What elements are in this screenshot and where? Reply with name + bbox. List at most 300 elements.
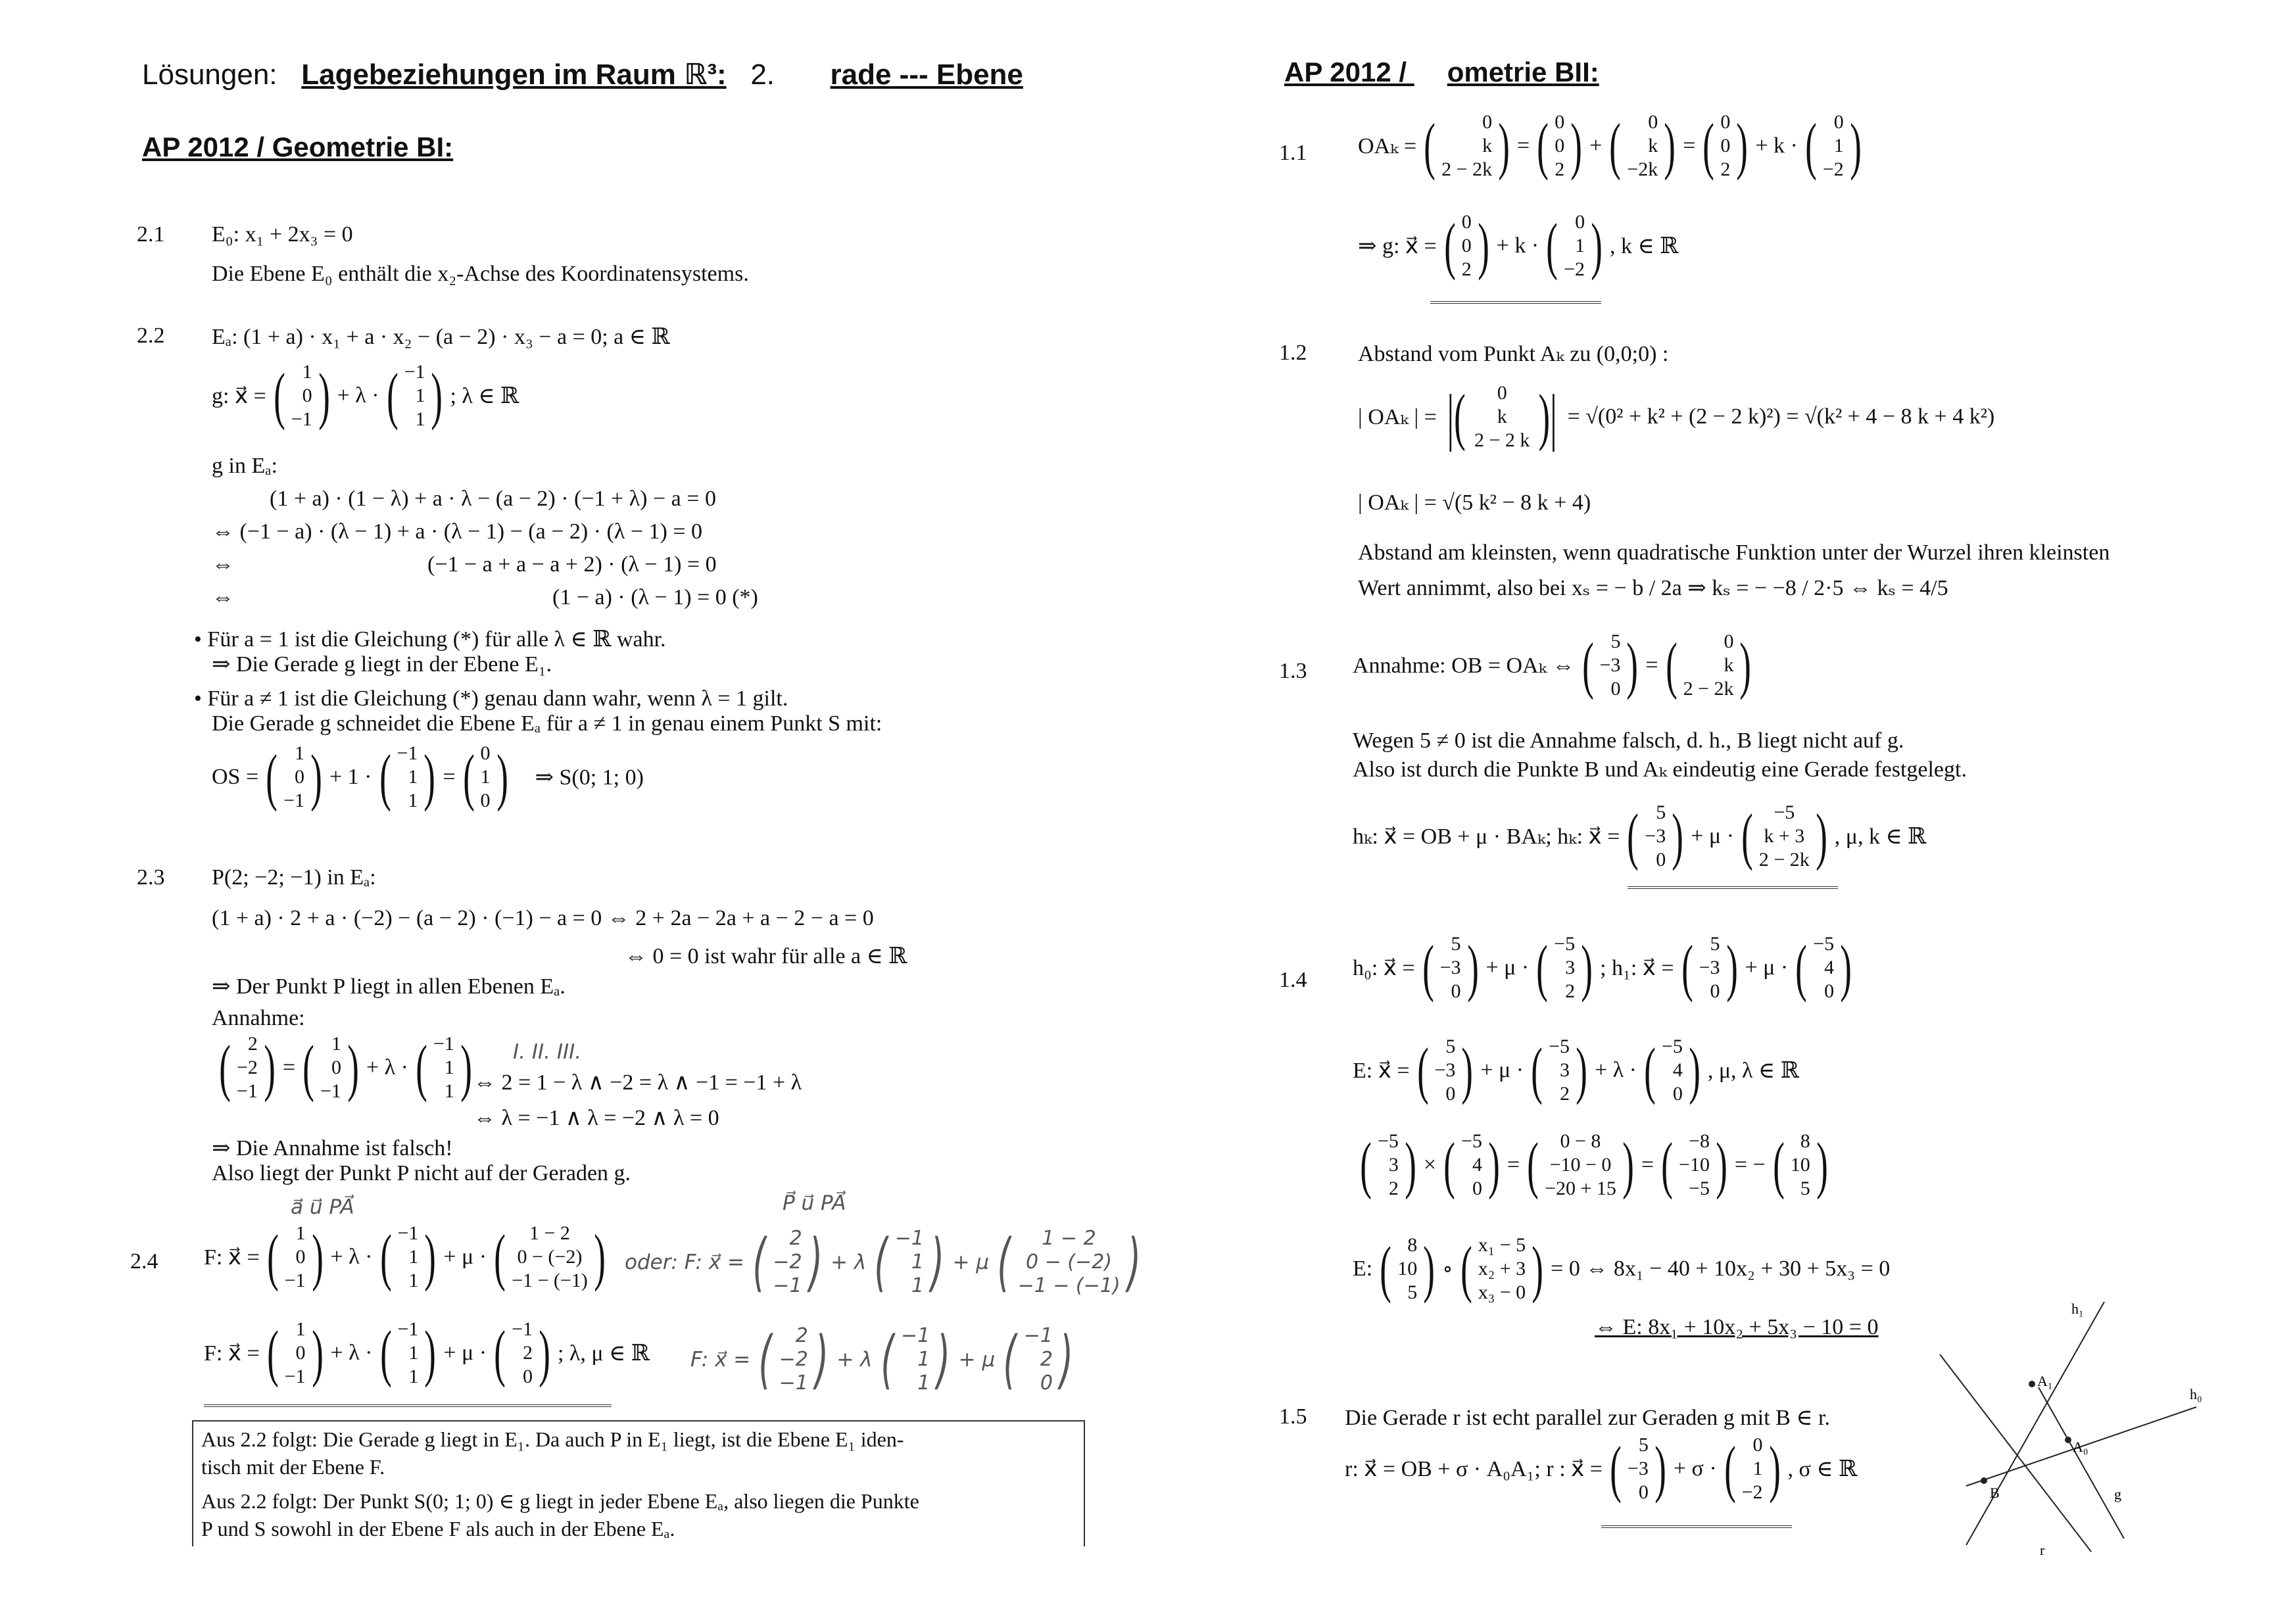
eq-sign: = xyxy=(1641,1153,1654,1177)
vec-cell: 0 xyxy=(1482,111,1493,133)
h0-prefix: h₀: x⃗ = xyxy=(1353,956,1415,980)
vec-cell: −2 xyxy=(1822,158,1844,180)
vec-cell: 1 xyxy=(444,1080,454,1102)
vector: ( 0 0 2 ) xyxy=(1443,210,1489,281)
vec-cell: −1 xyxy=(894,1227,924,1250)
point-a1 xyxy=(2029,1381,2035,1387)
final-equation xyxy=(1595,1315,1878,1340)
line-plane-e xyxy=(1353,1035,1799,1106)
vec-cell: 0 xyxy=(1648,111,1658,133)
section-title-right xyxy=(1284,57,1599,88)
text-line: Also ist durch die Punkte B und Aₖ eindeutig eine Gerade festgelegt. xyxy=(1353,757,1967,782)
vec-cell: −5 xyxy=(1461,1130,1482,1152)
vector: ( 2 −2 −1 ) xyxy=(219,1032,276,1103)
line-normal xyxy=(1353,1233,1890,1304)
equation: (1 + a) · (1 − λ) + a · λ − (a − 2) · (−1 + λ) − a = 0 xyxy=(270,487,716,511)
f2-prefix: F: x⃗ = xyxy=(204,1341,260,1366)
vec-cell: 2 xyxy=(1720,158,1731,180)
vec-cell: −1 xyxy=(404,361,425,383)
vector: ( 0 0 2 ) xyxy=(1702,110,1749,181)
vec-cell: −5 xyxy=(1813,933,1835,955)
label-b: B xyxy=(1990,1485,2000,1501)
vec-cell: x₁ − 5 xyxy=(1478,1234,1526,1256)
vec-cell: −5 xyxy=(1549,1036,1570,1057)
vec-cell: 2 − 2k xyxy=(1683,678,1734,700)
vector: ( 5 −3 0 ) xyxy=(1422,932,1479,1003)
hand-oder: oder: F: x⃗ = xyxy=(625,1251,744,1274)
dot-sign: ∘ xyxy=(1442,1257,1453,1281)
line-r-sketch xyxy=(1966,1302,2104,1545)
g-suffix: , k ∈ ℝ xyxy=(1610,234,1679,258)
vec-cell: −2 xyxy=(779,1348,808,1371)
mu-sign: + μ xyxy=(958,1348,996,1372)
line-h0-h1 xyxy=(1353,932,1859,1003)
task-number: 2.1 xyxy=(137,222,165,247)
vector: ( −5 3 2 ) xyxy=(1536,932,1593,1003)
vec-cell: −1 − (−1) xyxy=(1017,1274,1121,1297)
header-subtitle: rade --- Ebene xyxy=(830,59,1023,91)
vec-cell: 1 xyxy=(408,766,418,788)
task-number: 2.3 xyxy=(137,865,165,890)
mid-sign: + σ · xyxy=(1673,1456,1717,1481)
equation: ⇔ λ = −1 ∧ λ = −2 ∧ λ = 0 xyxy=(473,1106,719,1130)
text-line: Also liegt der Punkt P nicht auf der Geraden g. xyxy=(212,1161,631,1185)
vector: ( 8 10 5 ) xyxy=(1380,1233,1435,1304)
text-line: ⇒ Die Annahme ist falsch! xyxy=(212,1136,453,1160)
vec-cell: −1 xyxy=(283,790,305,811)
final-text: ⇔ E: 8x₁ + 10x₂ + 5x₃ − 10 = 0 xyxy=(1595,1315,1879,1339)
header-part: 2. xyxy=(750,59,775,91)
equation: (1 + a) · 2 + a · (−2) − (a − 2) · (−1) − a = 0 ⇔ 2 + 2a − 2a + a − 2 − a = 0 xyxy=(212,906,874,930)
vec-cell: −1 xyxy=(236,1080,258,1102)
title-part: ometrie BII: xyxy=(1447,57,1599,87)
point-a0 xyxy=(2065,1437,2071,1443)
vec-cell: 0 xyxy=(1575,211,1585,233)
mid-sign: + μ · xyxy=(443,1245,487,1269)
vec-cell: 0 xyxy=(1710,980,1720,1002)
vector: ( 5 −3 0 ) xyxy=(1681,932,1738,1003)
vec-cell: 1 xyxy=(480,766,491,788)
vec-cell: −5 xyxy=(1377,1130,1399,1152)
vector: ( 5 −3 0 ) xyxy=(1416,1035,1474,1105)
os-prefix: OS = xyxy=(212,765,259,789)
vector: ( −1 1 1 ) xyxy=(379,1222,437,1292)
vec-cell: 0 xyxy=(1461,235,1472,256)
vector: ( 0 1 0 ) xyxy=(462,742,508,812)
vec-cell: 0 xyxy=(480,742,491,764)
eq-sign: = xyxy=(1645,653,1658,677)
bullet-line: • Für a = 1 ist die Gleichung (*) für alle λ ∈ ℝ wahr. xyxy=(194,627,666,652)
os-mid: + 1 · xyxy=(329,765,372,789)
vec-cell: −1 xyxy=(284,1270,306,1291)
vec-cell: 0 xyxy=(1610,678,1621,700)
vector: ( 0 k 2 − 2k ) xyxy=(1665,630,1752,700)
eq-sign: = xyxy=(1517,133,1530,158)
vec-cell: x₂ + 3 xyxy=(1478,1258,1526,1279)
mu-sign: + μ xyxy=(952,1251,989,1274)
line-h1 xyxy=(1940,1354,2091,1552)
vec-cell: 2 xyxy=(247,1033,258,1055)
vec-cell: 10 xyxy=(1790,1154,1810,1176)
vec-cell: 0 xyxy=(1497,382,1507,404)
vec-cell: 1 xyxy=(408,1246,419,1268)
label-r: r xyxy=(2040,1542,2045,1558)
label-a0: A₀ xyxy=(2073,1439,2088,1455)
vec-cell: 1 − 2 xyxy=(1042,1227,1096,1250)
header-prefix: Lösungen: xyxy=(142,59,278,91)
r-suffix: , σ ∈ ℝ xyxy=(1787,1457,1858,1481)
vec-cell: −5 xyxy=(1554,933,1576,955)
vec-cell: 0 xyxy=(1555,111,1565,133)
line-g xyxy=(212,360,519,431)
equation: | OAₖ | = √(5 k² − 8 k + 4) xyxy=(1358,490,1591,515)
eq-sign: = xyxy=(1507,1153,1520,1177)
line-r xyxy=(1345,1433,1857,1504)
hand-top-labels: P⃗ u⃗ PA⃗ xyxy=(783,1191,846,1215)
line-annahme xyxy=(212,1032,479,1103)
os-eq: = xyxy=(443,765,456,789)
vec-cell: 0 xyxy=(295,766,305,788)
vector: ( 2 −2 −1 ) xyxy=(758,1323,829,1397)
vec-cell: 0 xyxy=(1656,849,1666,871)
vec-cell: 1 xyxy=(295,1222,306,1244)
remark-line: tisch mit der Ebene F. xyxy=(201,1455,385,1479)
bullet-line: • Für a ≠ 1 ist die Gleichung (*) genau dann wahr, wenn λ = 1 gilt. xyxy=(194,686,788,711)
vec-cell: −1 xyxy=(512,1318,533,1340)
hk-prefix: hₖ: x⃗ = OB + μ · BAₖ; hₖ: x⃗ = xyxy=(1353,824,1620,849)
vec-cell: 2 − 2 k xyxy=(1474,429,1530,451)
remark-box xyxy=(192,1420,1085,1546)
vec-cell: 8 xyxy=(1800,1130,1810,1152)
text-line: Abstand am kleinsten, wenn quadratische Funktion unter der Wurzel ihren kleinsten xyxy=(1358,540,2110,565)
eq-sign: = xyxy=(1683,133,1696,158)
vector: ( 1 − 2 0 − (−2) −1 − (−1) ) xyxy=(997,1226,1141,1299)
vec-cell: 0 xyxy=(295,1342,306,1364)
text-line: Abstand vom Punkt Aₖ zu (0,0;0) : xyxy=(1358,342,1669,366)
bullet-text: Für a ≠ 1 ist die Gleichung (*) genau dann wahr, wenn λ = 1 gilt. xyxy=(207,686,788,711)
vec-cell: 0 xyxy=(1752,1434,1763,1456)
f2-suffix: ; λ, μ ∈ ℝ xyxy=(557,1341,650,1366)
eq-sign: = xyxy=(282,1055,296,1080)
line-f2 xyxy=(204,1318,650,1389)
vec-cell: 0 xyxy=(1461,211,1472,233)
vec-cell: −3 xyxy=(1439,957,1461,978)
vec-cell: −3 xyxy=(1599,654,1621,676)
vector: ( −5 3 2 ) xyxy=(1360,1130,1416,1200)
e-prefix: E: x⃗ = xyxy=(1353,1059,1410,1083)
line-sketch xyxy=(1927,1289,2216,1565)
mid-sign: + μ · xyxy=(1691,824,1734,848)
point-b xyxy=(1981,1477,1987,1484)
vec-cell: k xyxy=(1497,406,1507,427)
double-underline xyxy=(204,1404,612,1407)
vec-cell: 2 xyxy=(522,1342,533,1364)
vec-cell: 2 xyxy=(1560,1083,1570,1105)
vec-cell: k xyxy=(1724,654,1734,676)
mid-sign: + λ · xyxy=(330,1245,373,1269)
vector: ( 0 1 −2 ) xyxy=(1546,210,1603,281)
vec-cell: 3 xyxy=(1560,1059,1570,1081)
os-result: ⇒ S(0; 1; 0) xyxy=(535,765,644,790)
vector: ( 1 0 −1 ) xyxy=(266,1318,324,1388)
vec-cell: 5 xyxy=(1451,933,1461,955)
text-line: Eₐ: (1 + a) · x₁ + a · x₂ − (a − 2) · x₃ − a = 0; a ∈ ℝ xyxy=(212,325,670,349)
times-sign: × xyxy=(1423,1153,1437,1177)
vec-cell: 2 xyxy=(1040,1348,1053,1371)
vec-cell: 0 xyxy=(1824,980,1835,1002)
equation: (1 − a) · (λ − 1) = 0 (*) xyxy=(552,585,758,609)
vec-cell: −1 xyxy=(433,1033,454,1055)
double-underline xyxy=(1601,1525,1792,1528)
task-number: 1.3 xyxy=(1279,659,1307,683)
h1-prefix: ; h₁: x⃗ = xyxy=(1600,956,1674,980)
vec-cell: −2 xyxy=(236,1057,258,1078)
vec-cell: 0 xyxy=(1445,1083,1456,1105)
vec-cell: −2 xyxy=(773,1251,802,1274)
vec-cell: 0 − (−2) xyxy=(1026,1251,1112,1274)
vector: ( 0 k 2 − 2k ) xyxy=(1424,110,1510,181)
vec-cell: 3 xyxy=(1388,1154,1399,1176)
lambda-sign: + λ · xyxy=(1594,1058,1637,1082)
vec-cell: −1 xyxy=(397,1318,419,1340)
line-hand-oder xyxy=(625,1227,1149,1298)
vec-cell: 5 xyxy=(1710,933,1720,955)
eq-minus-sign: = − xyxy=(1734,1153,1766,1177)
vector: ( x₁ − 5 x₂ + 3 x₃ − 0 ) xyxy=(1460,1233,1543,1304)
vec-cell: −1 xyxy=(900,1324,930,1347)
vec-cell: 0 xyxy=(1720,111,1731,133)
label-g: g xyxy=(2114,1486,2121,1502)
line-hand-f2 xyxy=(690,1324,1081,1395)
line-hk xyxy=(1353,801,1926,872)
vector: ( −1 1 1 ) xyxy=(880,1323,951,1397)
line-os xyxy=(212,742,644,813)
vec-cell: k + 3 xyxy=(1764,825,1805,847)
vec-cell: 1 xyxy=(331,1033,341,1055)
task-number: 1.5 xyxy=(1279,1404,1307,1429)
line-g-sketch xyxy=(2039,1387,2124,1539)
vec-cell: 0 xyxy=(522,1366,533,1387)
section-title: AP 2012 / Geometrie BI: xyxy=(142,131,454,162)
page-header xyxy=(142,58,1023,91)
vec-cell: 2 xyxy=(1565,980,1576,1002)
vector: ( 5 −3 0 ) xyxy=(1610,1433,1666,1504)
vec-cell: 2 − 2k xyxy=(1441,158,1493,180)
vec-cell: 1 xyxy=(302,361,312,383)
bullet-text: Für a = 1 ist die Gleichung (*) für alle λ ∈ ℝ wahr. xyxy=(207,627,666,652)
vec-cell: 8 xyxy=(1407,1234,1418,1256)
vector: ( 1 0 −1 ) xyxy=(266,742,322,812)
vector: ( −1 1 1 ) xyxy=(379,742,436,812)
vec-cell: −5 xyxy=(1661,1036,1683,1057)
vec-cell: 1 xyxy=(917,1348,930,1371)
vec-cell: −2 xyxy=(1741,1481,1763,1503)
remark-line: P und S sowohl in der Ebene F als auch in der Ebene Eₐ. xyxy=(201,1517,675,1540)
vec-cell: −2 xyxy=(1564,258,1585,280)
vec-cell: 0 xyxy=(1672,1083,1683,1105)
vec-cell: k xyxy=(1648,135,1658,156)
vec-cell: −5 xyxy=(1774,801,1795,823)
vec-cell: −3 xyxy=(1627,1458,1649,1479)
vec-cell: −3 xyxy=(1699,957,1720,978)
vec-cell: 4 xyxy=(1672,1059,1683,1081)
mu-sign: + μ · xyxy=(1745,955,1789,980)
mid-sign: + μ · xyxy=(443,1341,487,1365)
vec-cell: 1 xyxy=(911,1274,924,1297)
vector: ( 0 k −2k ) xyxy=(1609,110,1676,181)
vec-cell: 0 xyxy=(1040,1372,1053,1395)
vec-cell: 2 xyxy=(1461,258,1472,280)
vec-cell: −1 xyxy=(779,1372,808,1395)
vec-cell: 0 xyxy=(1638,1481,1649,1503)
text-line: Annahme: xyxy=(212,1006,305,1030)
hand-prefix: F: x⃗ = xyxy=(690,1348,751,1372)
vector: ( 1 0 −1 ) xyxy=(266,1222,324,1292)
vector: ( 2 −2 −1 ) xyxy=(752,1226,823,1299)
vec-cell: 1 xyxy=(444,1057,454,1078)
vec-cell: −10 − 0 xyxy=(1549,1154,1612,1176)
vector: ( −1 1 1 ) xyxy=(386,360,443,431)
lambda-sign: + λ xyxy=(831,1251,867,1274)
vec-cell: −1 − (−1) xyxy=(512,1270,588,1291)
g-suffix: ; λ ∈ ℝ xyxy=(450,384,519,408)
line-norm xyxy=(1358,381,1994,452)
plus-sign: + xyxy=(1589,133,1603,158)
vec-cell: 0 − (−2) xyxy=(517,1246,583,1268)
norm-rhs: = √(0² + k² + (2 − 2 k)²) = √(k² + 4 − 8 k + 4 k²) xyxy=(1567,404,1995,429)
vector: ( −5 4 0 ) xyxy=(1443,1130,1500,1200)
text-line: ⇒ Der Punkt P liegt in allen Ebenen Eₐ. xyxy=(212,974,566,999)
equiv-sign: ⇔ xyxy=(212,552,234,577)
vec-cell: −5 xyxy=(1689,1178,1710,1199)
norm-lhs: | OAₖ | = xyxy=(1358,405,1437,429)
plus-k: + k · xyxy=(1496,233,1539,258)
equation: ⇔ (−1 − a) · (λ − 1) + a · (λ − 1) − (a − 2) · (λ − 1) = 0 xyxy=(212,519,702,544)
vec-cell: −1 xyxy=(397,1222,419,1244)
vector: ( −1 1 1 ) xyxy=(416,1032,472,1103)
vec-cell: 1 xyxy=(1752,1458,1763,1479)
vector: ( 8 10 5 ) xyxy=(1772,1130,1828,1200)
vec-cell: 5 xyxy=(1445,1036,1456,1057)
lhs: OAₖ = xyxy=(1358,134,1417,158)
vec-cell: 1 xyxy=(408,790,418,811)
vec-cell: 5 xyxy=(1656,801,1666,823)
vector: ( −1 2 0 ) xyxy=(494,1318,550,1388)
plus-k: + k · xyxy=(1755,133,1798,158)
vector: ( 0 0 2 ) xyxy=(1537,110,1582,181)
line-annahme-right xyxy=(1353,630,1758,701)
equation: ⇔ 2 = 1 − λ ∧ −2 = λ ∧ −1 = −1 + λ xyxy=(473,1070,802,1095)
roman-numerals: I. II. III. xyxy=(513,1040,582,1064)
vec-cell: 1 xyxy=(295,1318,306,1340)
task-number: 1.2 xyxy=(1279,341,1307,365)
lambda-sign: + λ xyxy=(836,1348,873,1372)
text-line: E₀: x₁ + 2x₃ = 0 xyxy=(212,222,353,247)
vec-cell: 2 xyxy=(795,1324,808,1347)
vec-cell: 0 xyxy=(480,790,491,811)
vec-cell: −1 xyxy=(1023,1324,1053,1347)
vector: ( −5 4 0 ) xyxy=(1644,1035,1701,1105)
text-line: Die Gerade r ist echt parallel zur Geraden g mit B ∈ r. xyxy=(1345,1406,1830,1430)
e-suffix: , μ, λ ∈ ℝ xyxy=(1707,1059,1799,1083)
text-line: Die Gerade g schneidet die Ebene Eₐ für a ≠ 1 in genau einem Punkt S mit: xyxy=(212,711,882,736)
vec-cell: 4 xyxy=(1824,957,1835,978)
line-oak xyxy=(1358,110,1869,181)
n-rhs: = 0 ⇔ 8x₁ − 40 + 10x₂ + 30 + 5x₃ = 0 xyxy=(1551,1256,1891,1281)
label-h1: h₁ xyxy=(2071,1301,2084,1317)
vec-cell: 1 xyxy=(1833,135,1844,156)
vec-cell: −1 xyxy=(320,1080,341,1102)
equation: ⇔ 0 = 0 ist wahr für alle a ∈ ℝ xyxy=(625,944,907,968)
mid-sign: + λ · xyxy=(330,1341,373,1365)
vec-cell: 0 xyxy=(331,1057,341,1078)
vec-cell: 1 − 2 xyxy=(529,1222,570,1244)
title-part: AP 2012 / xyxy=(1284,57,1407,87)
equation: (−1 − a + a − a + 2) · (λ − 1) = 0 xyxy=(427,552,717,577)
g-prefix: ⇒ g: x⃗ = xyxy=(1358,234,1437,258)
annahme-text: Annahme: OB = OAₖ ⇔ xyxy=(1353,654,1575,678)
vector: ( 0 − 8 −10 − 0 −20 + 15 ) xyxy=(1527,1130,1634,1200)
hk-suffix: , μ, k ∈ ℝ xyxy=(1834,824,1927,849)
vector: ( 0 1 −2 ) xyxy=(1805,110,1862,181)
vector: ( −5 k + 3 2 − 2k ) xyxy=(1741,801,1827,871)
task-number: 2.2 xyxy=(137,323,165,348)
label-a1: A₁ xyxy=(2037,1373,2053,1389)
vector: ( −5 4 0 ) xyxy=(1795,932,1852,1003)
vec-cell: 0 xyxy=(302,385,312,406)
r-prefix: r: x⃗ = OB + σ · A₀A₁; r : x⃗ = xyxy=(1345,1457,1603,1481)
vec-cell: 0 xyxy=(1724,631,1734,652)
vector: ( −1 1 1 ) xyxy=(874,1226,945,1299)
task-number: 2.4 xyxy=(130,1249,158,1274)
hand-labels: a⃗ u⃗ PA⃗ xyxy=(291,1195,354,1219)
vec-cell: k xyxy=(1482,135,1493,156)
vec-cell: 2 xyxy=(1388,1178,1399,1199)
vec-cell: 1 xyxy=(917,1372,930,1395)
vector: |( 0 k 2 − 2 k )| xyxy=(1447,381,1558,452)
vec-cell: 0 xyxy=(1555,135,1565,156)
text-line: Wegen 5 ≠ 0 ist die Annahme falsch, d. h., B liegt nicht auf g. xyxy=(1353,728,1904,753)
vec-cell: 5 xyxy=(1407,1281,1418,1303)
vec-cell: −3 xyxy=(1434,1059,1456,1081)
text-line: ⇒ Die Gerade g liegt in der Ebene E₁. xyxy=(212,652,552,677)
vec-cell: 5 xyxy=(1610,631,1621,652)
line-g-right xyxy=(1358,210,1678,281)
vector: ( −5 3 2 ) xyxy=(1531,1035,1587,1105)
vec-cell: −3 xyxy=(1645,825,1666,847)
vec-cell: 0 xyxy=(1472,1178,1482,1199)
g-prefix: g: x⃗ = xyxy=(212,384,266,408)
label-h0: h₀ xyxy=(2190,1386,2202,1402)
vec-cell: 0 − 8 xyxy=(1560,1130,1601,1152)
vector: ( −8 −10 −5 ) xyxy=(1661,1130,1727,1200)
vector: ( 5 −3 0 ) xyxy=(1581,630,1639,700)
vec-cell: 1 xyxy=(1575,235,1585,256)
vec-cell: −20 + 15 xyxy=(1545,1178,1616,1199)
remark-line: Aus 2.2 folgt: Der Punkt S(0; 1; 0) ∈ g liegt in jeder Ebene Eₐ, also liegen die Punkte xyxy=(201,1489,919,1513)
vector: ( 1 0 −1 ) xyxy=(302,1032,359,1103)
vec-cell: 2 xyxy=(789,1227,802,1250)
vec-cell: 1 xyxy=(408,1366,419,1387)
vec-cell: 1 xyxy=(295,742,305,764)
n-prefix: E: xyxy=(1353,1256,1373,1281)
vector: ( 1 − 2 0 − (−2) −1 − (−1) ) xyxy=(494,1222,606,1292)
vec-cell: 1 xyxy=(911,1251,924,1274)
vec-cell: 0 xyxy=(1833,111,1844,133)
f1-prefix: F: x⃗ = xyxy=(204,1245,260,1270)
text-line: Die Ebene E₀ enthält die x₂-Achse des Koordinatensystems. xyxy=(212,262,749,286)
double-underline xyxy=(1628,886,1838,889)
